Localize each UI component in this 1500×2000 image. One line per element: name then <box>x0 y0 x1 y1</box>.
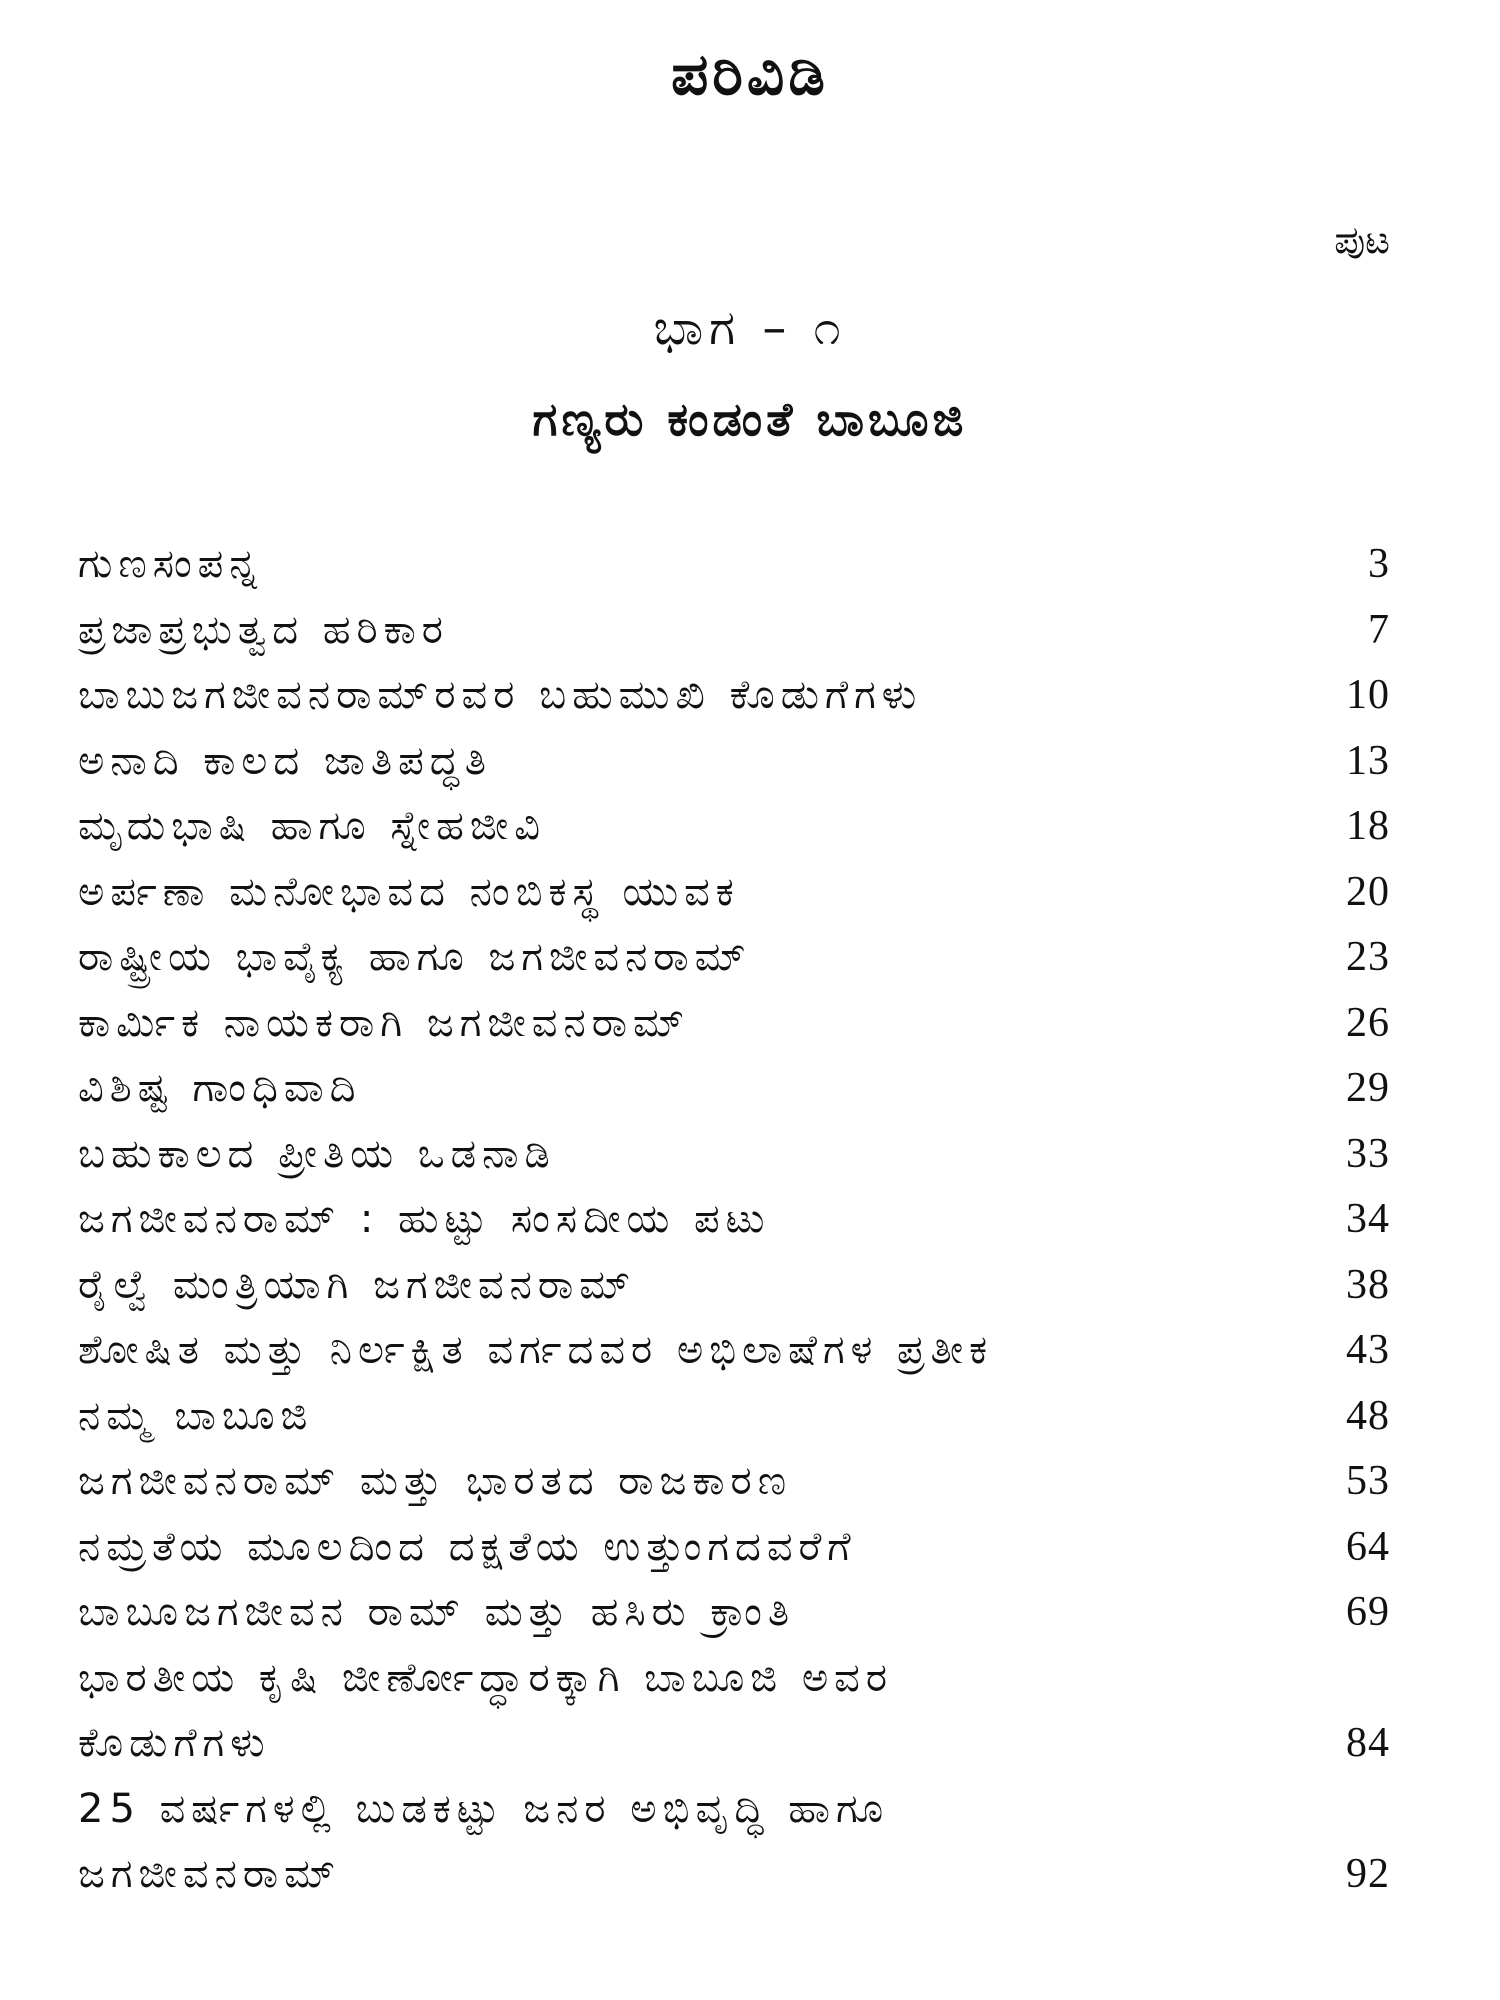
toc-entry-title <box>78 1187 1300 1253</box>
toc-entry <box>78 991 1390 1057</box>
toc-entry-page-number: 20 <box>1346 868 1390 915</box>
toc-entry-page-number: 23 <box>1346 934 1390 980</box>
toc-entry-title <box>78 1253 1300 1319</box>
toc-entry <box>78 729 1390 795</box>
toc-entry <box>78 1515 1390 1581</box>
toc-entry <box>78 1187 1390 1253</box>
toc-entry-page-number: 64 <box>1346 1523 1390 1570</box>
toc-entry-page-number: 18 <box>1346 803 1390 849</box>
toc-entry-title-line: ಬಾಬೂಜಗಜೀವನ ರಾಮ್ ಮತ್ತು ಹಸಿರು ಕ್ರಾಂತಿ <box>78 1589 796 1635</box>
toc-entry-title-line: ನಮ್ರತೆಯ ಮೂಲದಿಂದ ದಕ್ಷತೆಯ ಉತ್ತುಂಗದವರೆಗೆ <box>78 1523 857 1570</box>
toc-entry-page-number: 3 <box>1368 541 1390 587</box>
toc-entry-page-number: 29 <box>1346 1065 1390 1111</box>
toc-entry-page-number: 33 <box>1346 1130 1390 1177</box>
toc-entry-title-line: ರೈಲ್ವೆ ಮಂತ್ರಿಯಾಗಿ ಜಗಜೀವನರಾಮ್ <box>78 1261 637 1308</box>
toc-entry-title-line: ಕಾರ್ಮಿಕ ನಾಯಕರಾಗಿ ಜಗಜೀವನರಾಮ್ <box>78 999 690 1046</box>
part-heading: ಭಾಗ – ೧ <box>653 300 847 356</box>
toc-entry-title-line: ಬಹುಕಾಲದ ಪ್ರೀತಿಯ ಒಡನಾಡಿ <box>78 1130 556 1177</box>
toc-entry-title-line: ಕೊಡುಗೆಗಳು <box>78 1720 271 1766</box>
table-of-contents <box>78 532 1390 1908</box>
toc-entry <box>78 860 1390 926</box>
toc-entry-title-line: ಶೋಷಿತ ಮತ್ತು ನಿರ್ಲಕ್ಷಿತ ವರ್ಗದವರ ಅಭಿಲಾಷೆಗಳ ಪ್ರತೀಕ <box>78 1327 994 1373</box>
toc-entry-page-number: 43 <box>1346 1327 1390 1373</box>
toc-entry-page-number: 7 <box>1368 606 1390 653</box>
toc-entry <box>78 1056 1390 1122</box>
toc-entry-title-line: ಗುಣಸಂಪನ್ನ <box>78 541 263 587</box>
toc-entry-title <box>78 925 1300 991</box>
toc-entry-page-number: 48 <box>1346 1392 1390 1439</box>
toc-entry-page-number: 34 <box>1346 1196 1390 1242</box>
toc-entry-title <box>78 1646 1300 1777</box>
toc-entry <box>78 598 1390 664</box>
toc-entry <box>78 1449 1390 1515</box>
toc-entry <box>78 1580 1390 1646</box>
page-column-label: ಪುಟ <box>1334 218 1390 262</box>
toc-entry-title-line: ಮೃದುಭಾಷಿ ಹಾಗೂ ಸ್ನೇಹಜೀವಿ <box>78 803 547 849</box>
toc-entry-title-line: ನಮ್ಮ ಬಾಬೂಜಿ <box>78 1392 314 1439</box>
toc-entry <box>78 1777 1390 1908</box>
toc-entry-title <box>78 1515 1300 1581</box>
toc-entry <box>78 1253 1390 1319</box>
toc-entry-title <box>78 1318 1300 1384</box>
toc-entry-title-line: ಜಗಜೀವನರಾಮ್ <box>78 1851 342 1897</box>
toc-entry-page-number: 53 <box>1346 1458 1390 1504</box>
toc-entry-page-number: 26 <box>1346 999 1390 1046</box>
toc-entry-title <box>78 1384 1300 1450</box>
toc-entry-title <box>78 598 1300 664</box>
toc-entry <box>78 1318 1390 1384</box>
toc-entry-page-number: 38 <box>1346 1261 1390 1308</box>
toc-entry-title-line: ಅನಾದಿ ಕಾಲದ ಜಾತಿಪದ್ಧತಿ <box>78 737 492 784</box>
toc-entry <box>78 925 1390 991</box>
toc-entry-title <box>78 663 1300 729</box>
toc-entry-page-number: 10 <box>1346 672 1390 718</box>
toc-entry-title <box>78 794 1300 860</box>
toc-entry-title-line: ಪ್ರಜಾಪ್ರಭುತ್ವದ ಹರಿಕಾರ <box>78 606 449 653</box>
toc-entry-page-number: 84 <box>1346 1720 1390 1766</box>
toc-entry-title <box>78 1580 1300 1646</box>
toc-entry-title <box>78 532 1300 598</box>
toc-entry-title-line: ವಿಶಿಷ್ಟ ಗಾಂಧಿವಾದಿ <box>78 1065 362 1111</box>
toc-entry-title <box>78 1777 1300 1908</box>
page-title: ಪರಿವಿಡಿ <box>671 40 829 108</box>
toc-entry-title <box>78 729 1300 795</box>
toc-entry <box>78 532 1390 598</box>
toc-entry-title <box>78 860 1300 926</box>
toc-entry <box>78 794 1390 860</box>
toc-entry-page-number: 92 <box>1346 1851 1390 1897</box>
toc-entry-title-line: ಜಗಜೀವನರಾಮ್ ಮತ್ತು ಭಾರತದ ರಾಜಕಾರಣ <box>78 1458 793 1504</box>
toc-entry-page-number: 69 <box>1346 1589 1390 1635</box>
toc-entry-title-line: 25 ವರ್ಷಗಳಲ್ಲಿ ಬುಡಕಟ್ಟು ಜನರ ಅಭಿವೃದ್ಧಿ ಹಾಗೂ <box>78 1785 890 1832</box>
toc-entry-title <box>78 991 1300 1057</box>
toc-entry <box>78 1384 1390 1450</box>
toc-entry-title <box>78 1122 1300 1188</box>
toc-entry-title-line: ಭಾರತೀಯ ಕೃಷಿ ಜೀರ್ಣೋದ್ಧಾರಕ್ಕಾಗಿ ಬಾಬೂಜಿ ಅವರ <box>78 1654 894 1701</box>
toc-entry <box>78 1646 1390 1777</box>
toc-entry-title <box>78 1449 1300 1515</box>
toc-entry <box>78 1122 1390 1188</box>
toc-entry-title-line: ಜಗಜೀವನರಾಮ್ : ಹುಟ್ಟು ಸಂಸದೀಯ ಪಟು <box>78 1196 771 1242</box>
toc-entry <box>78 663 1390 729</box>
toc-entry-title <box>78 1056 1300 1122</box>
toc-entry-title-line: ಬಾಬುಜಗಜೀವನರಾಮ್‌ರವರ ಬಹುಮುಖಿ ಕೊಡುಗೆಗಳು <box>78 672 923 718</box>
toc-entry-page-number: 13 <box>1346 737 1390 784</box>
part-title: ಗಣ್ಯರು ಕಂಡಂತೆ ಬಾಬೂಜಿ <box>532 392 968 446</box>
toc-entry-title-line: ರಾಷ್ಟ್ರೀಯ ಭಾವೈಕ್ಯ ಹಾಗೂ ಜಗಜೀವನರಾಮ್ <box>78 934 752 980</box>
toc-entry-title-line: ಅರ್ಪಣಾ ಮನೋಭಾವದ ನಂಬಿಕಸ್ಥ ಯುವಕ <box>78 868 740 915</box>
